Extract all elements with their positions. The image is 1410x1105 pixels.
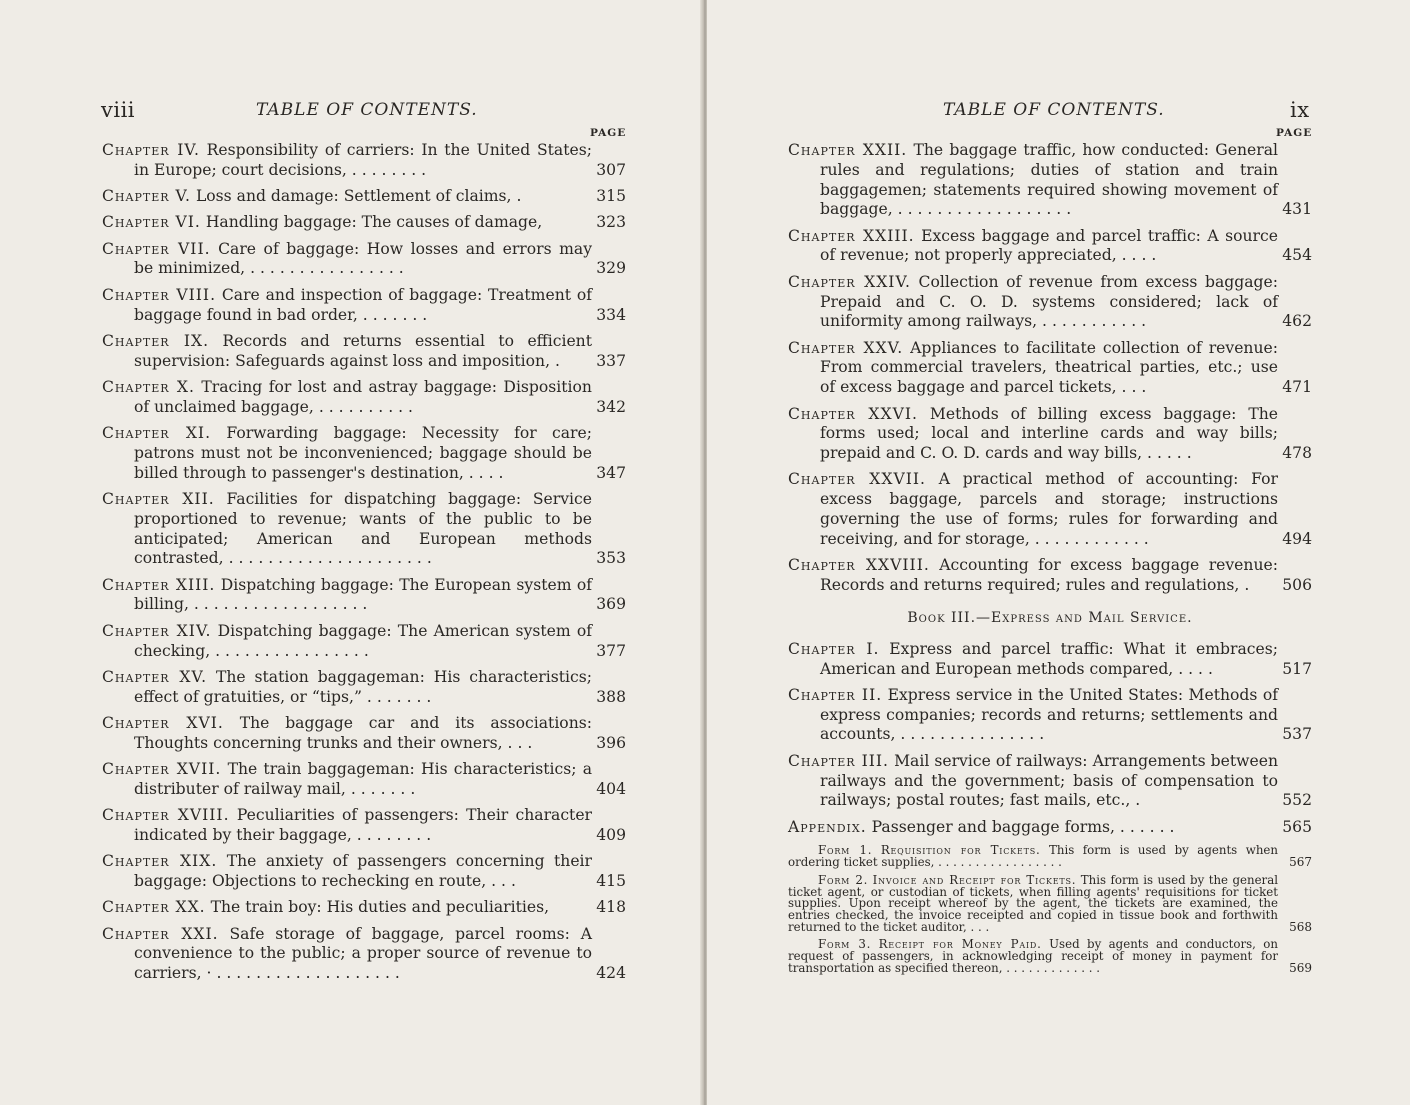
chapter-title: The train baggageman: His characteristics; a distributer of railway mail, . . . . . . .: [134, 760, 592, 798]
chapter-label: Chapter XXVI.: [788, 404, 918, 423]
toc-entry: [102, 424, 626, 483]
chapter-title: Care of baggage: How losses and errors may be minimized, . . . . . . . . . . . . . . . .: [134, 239, 593, 278]
chapter-title: Accounting for excess baggage revenue: Records and returns required; rules and regulations, .: [820, 556, 1278, 594]
chapter-title: Excess baggage and parcel traffic: A source of revenue; not properly appreciated, . . . .: [820, 226, 1278, 265]
toc-entry: [102, 187, 626, 207]
page-number: 388: [596, 687, 626, 706]
page-number: 347: [596, 463, 626, 482]
form-description: This form is used by agents when ordering ticket supplies, . . . . . . . . . . . . . . . . .: [788, 843, 1279, 870]
chapter-label: Appendix.: [788, 817, 867, 836]
toc-entry: [102, 852, 626, 892]
toc-entry: [788, 141, 1312, 220]
toc-entry: [788, 227, 1312, 267]
toc-entry: [102, 898, 626, 918]
form-entry: [788, 845, 1312, 868]
chapter-label: Chapter XXV.: [788, 338, 904, 357]
chapter-label: Chapter V.: [102, 187, 191, 206]
page-number: 537: [1282, 725, 1312, 744]
page-number: 377: [596, 641, 626, 660]
page-number: 409: [596, 825, 626, 844]
toc-entry: [788, 273, 1312, 332]
chapter-title: Peculiarities of passengers: Their character indicated by their baggage, . . . . . . . .: [134, 806, 593, 844]
page-number: 462: [1282, 312, 1312, 331]
toc-entry: [102, 286, 626, 326]
chapter-title: A practical method of accounting: For excess baggage, parcels and storage; instructions governing the use of forms; rules for forwarding and receiving, and for storage, . . . . . . . . . . . .: [820, 470, 1278, 548]
toc-entry: [102, 576, 626, 616]
toc-entry: [788, 405, 1312, 464]
page-number: 404: [596, 779, 626, 798]
chapter-title: Passenger and baggage forms, . . . . . .: [871, 817, 1175, 836]
page-number: 337: [596, 351, 626, 370]
chapter-label: Chapter XXVIII.: [788, 556, 930, 575]
chapter-label: Chapter XIV.: [102, 621, 212, 640]
toc-entry: [788, 752, 1312, 811]
toc-entry: [788, 818, 1312, 838]
toc-entry: [102, 378, 626, 418]
chapter-label: Chapter XIII.: [102, 575, 216, 594]
toc-entry: [102, 141, 626, 181]
chapter-title: Dispatching baggage: The American system of checking, . . . . . . . . . . . . . . . .: [134, 621, 592, 660]
chapter-title: The baggage car and its associations: Thoughts concerning trunks and their owners, . . .: [134, 713, 592, 752]
chapter-title: Collection of revenue from excess baggage: Prepaid and C. O. D. systems considered; lack of uniformity among railways, . . . . . . . . . . .: [820, 272, 1278, 331]
chapter-label: Chapter XXI.: [102, 924, 219, 943]
left-running-head: TABLE OF CONTENTS.: [256, 100, 478, 120]
chapter-title: Forwarding baggage: Necessity for care; patrons must not be inconvenienced; baggage should be billed through to passenger's destination, . . . .: [134, 424, 592, 482]
page-number: 431: [1282, 200, 1312, 219]
toc-entry: [788, 556, 1312, 596]
chapter-label: Chapter II.: [788, 685, 883, 704]
toc-entry: [102, 925, 626, 984]
chapter-title: Express service in the United States: Methods of express companies; records and returns; settlements and accounts, . . . . . . . . . . . . . . .: [820, 685, 1278, 744]
chapter-label: Chapter XVII.: [102, 760, 222, 779]
chapter-label: Chapter XVI.: [102, 713, 224, 732]
chapter-label: Chapter VII.: [102, 239, 211, 258]
chapter-title: The station baggageman: His characteristics; effect of gratuities, or “tips,” . . . . . . .: [134, 667, 592, 706]
toc-entry: [102, 806, 626, 846]
right-page: [707, 0, 1410, 1105]
page-number: 396: [596, 733, 626, 752]
page-number: 334: [596, 305, 626, 324]
toc-entry: [102, 490, 626, 569]
page-number: 424: [596, 964, 626, 983]
page-number: 315: [596, 187, 626, 206]
chapter-title: Safe storage of baggage, parcel rooms: A convenience to the public; a proper source of revenue to carriers, · . . . . . . . . . . . . . . . . . . .: [134, 924, 592, 983]
chapter-title: Appliances to facilitate collection of revenue: From commercial travelers, theatrical parties, etc.; use of excess baggage and parcel tickets, . . .: [820, 338, 1278, 397]
chapter-label: Chapter XVIII.: [102, 806, 230, 825]
chapter-label: Chapter XIX.: [102, 852, 218, 871]
toc-entry: [102, 714, 626, 754]
chapter-title: Responsibility of carriers: In the United States; in Europe; court decisions, . . . . . . . .: [134, 141, 592, 179]
form-entry: [788, 872, 1312, 934]
left-toc: [102, 141, 626, 990]
right-toc: [788, 141, 1312, 980]
page-number: 353: [596, 549, 626, 568]
page-number: 517: [1282, 659, 1312, 678]
page-number: 569: [1289, 960, 1312, 975]
chapter-title: Records and returns essential to efficient supervision: Safeguards against loss and imposition, .: [134, 331, 592, 370]
toc-entry: [102, 240, 626, 280]
chapter-title: Tracing for lost and astray baggage: Disposition of unclaimed baggage, . . . . . . . . . .: [134, 377, 592, 416]
form-label: Form 2.: [818, 872, 869, 887]
toc-entry: [788, 470, 1312, 549]
chapter-label: Chapter X.: [102, 377, 195, 396]
page-number: 418: [596, 898, 626, 917]
form-description: Used by agents and conductors, on request of passengers, in acknowledging receipt of money in payment for transportation as specified thereon, . . . . . . . . . . . . .: [788, 937, 1279, 975]
page-number: 415: [596, 872, 626, 890]
chapter-label: Chapter XXVII.: [788, 470, 927, 489]
toc-entry: [102, 668, 626, 708]
chapter-label: Chapter XX.: [102, 898, 206, 917]
chapter-title: Methods of billing excess baggage: The forms used; local and interline cards and way bills; prepaid and C. O. D. cards and way bills, . . . . .: [820, 404, 1278, 463]
toc-entry: [102, 760, 626, 800]
page-number: 568: [1289, 919, 1312, 934]
chapter-title: The train boy: His duties and peculiarities,: [210, 898, 550, 917]
chapter-title: Loss and damage: Settlement of claims, .: [195, 187, 522, 206]
page-number: 478: [1282, 444, 1312, 463]
book-heading: Book III.—Express and Mail Service.: [907, 609, 1193, 626]
chapter-label: Chapter XV.: [102, 667, 208, 686]
toc-entry: [102, 622, 626, 662]
chapter-label: Chapter XXIII.: [788, 226, 915, 245]
chapter-label: Chapter XI.: [102, 424, 212, 443]
form-title: Requisition for Tickets.: [880, 843, 1041, 858]
left-page: [0, 0, 703, 1105]
chapter-title: The anxiety of passengers concerning their baggage: Objections to rechecking en route, . . .: [134, 852, 592, 890]
chapter-title: The baggage traffic, how conducted: General rules and regulations; duties of station and train baggagemen; statements required showing movement of baggage, . . . . . . . . . . . . . . . . . .: [820, 141, 1278, 219]
chapter-label: Chapter VIII.: [102, 285, 217, 304]
chapter-title: Facilities for dispatching baggage: Service proportioned to revenue; wants of the public to be anticipated; American and European methods contrasted, . . . . . . . . . . . . . . . . . . . . .: [134, 489, 592, 568]
toc-entry: [788, 686, 1312, 745]
toc-entry: [102, 332, 626, 372]
form-label: Form 1.: [818, 843, 873, 858]
page-number: 307: [596, 160, 626, 179]
page-number: 567: [1289, 855, 1312, 870]
page-number: 329: [596, 259, 626, 278]
page-number: 494: [1282, 529, 1312, 548]
form-title: Invoice and Receipt for Tickets.: [872, 872, 1077, 887]
right-running-head: TABLE OF CONTENTS.: [943, 100, 1165, 120]
chapter-label: Chapter XII.: [102, 489, 215, 508]
right-page-label: PAGE: [1276, 127, 1313, 139]
page-number: 471: [1282, 378, 1312, 397]
form-description: This form is used by the general ticket agent, or custodian of tickets, when filling agents' requisitions for ticket supplies. Upon receipt whereof by the agent, the tickets are examined, the entries checked, the invoice receipted and copied in tissue book and forthwith returned to the ticket auditor, . . .: [788, 872, 1278, 934]
page-number: 323: [596, 213, 626, 232]
chapter-label: Chapter III.: [788, 751, 890, 770]
page-number: 565: [1282, 817, 1312, 836]
chapter-title: Care and inspection of baggage: Treatment of baggage found in bad order, . . . . . . .: [134, 285, 592, 324]
chapter-title: Express and parcel traffic: What it embraces; American and European methods compared, . . . .: [820, 639, 1278, 678]
chapter-label: Chapter VI.: [102, 213, 201, 232]
chapter-title: Dispatching baggage: The European system of billing, . . . . . . . . . . . . . . . . . .: [134, 575, 592, 614]
page-number: 552: [1282, 791, 1312, 810]
chapter-label: Chapter I.: [788, 639, 880, 658]
left-page-label: PAGE: [590, 127, 627, 139]
chapter-label: Chapter XXIV.: [788, 272, 911, 291]
page-number: 506: [1282, 575, 1312, 594]
form-entry: [788, 939, 1312, 974]
chapter-label: Chapter IX.: [102, 331, 210, 350]
chapter-title: Mail service of railways: Arrangements between railways and the government; basis of compensation to railways; postal routes; fast mails, etc., .: [820, 751, 1278, 810]
left-folio: viii: [101, 98, 136, 122]
page-number: 369: [596, 595, 626, 614]
toc-entry: [102, 213, 626, 233]
form-title: Receipt for Money Paid.: [878, 937, 1042, 952]
form-label: Form 3.: [818, 937, 872, 952]
toc-entry: [788, 339, 1312, 398]
chapter-label: Chapter IV.: [102, 141, 200, 159]
toc-entry: [788, 640, 1312, 680]
right-folio: ix: [1290, 98, 1310, 122]
page-number: 342: [596, 397, 626, 416]
chapter-title: Handling baggage: The causes of damage,: [205, 213, 543, 232]
page-number: 454: [1282, 246, 1312, 265]
chapter-label: Chapter XXII.: [788, 141, 908, 159]
